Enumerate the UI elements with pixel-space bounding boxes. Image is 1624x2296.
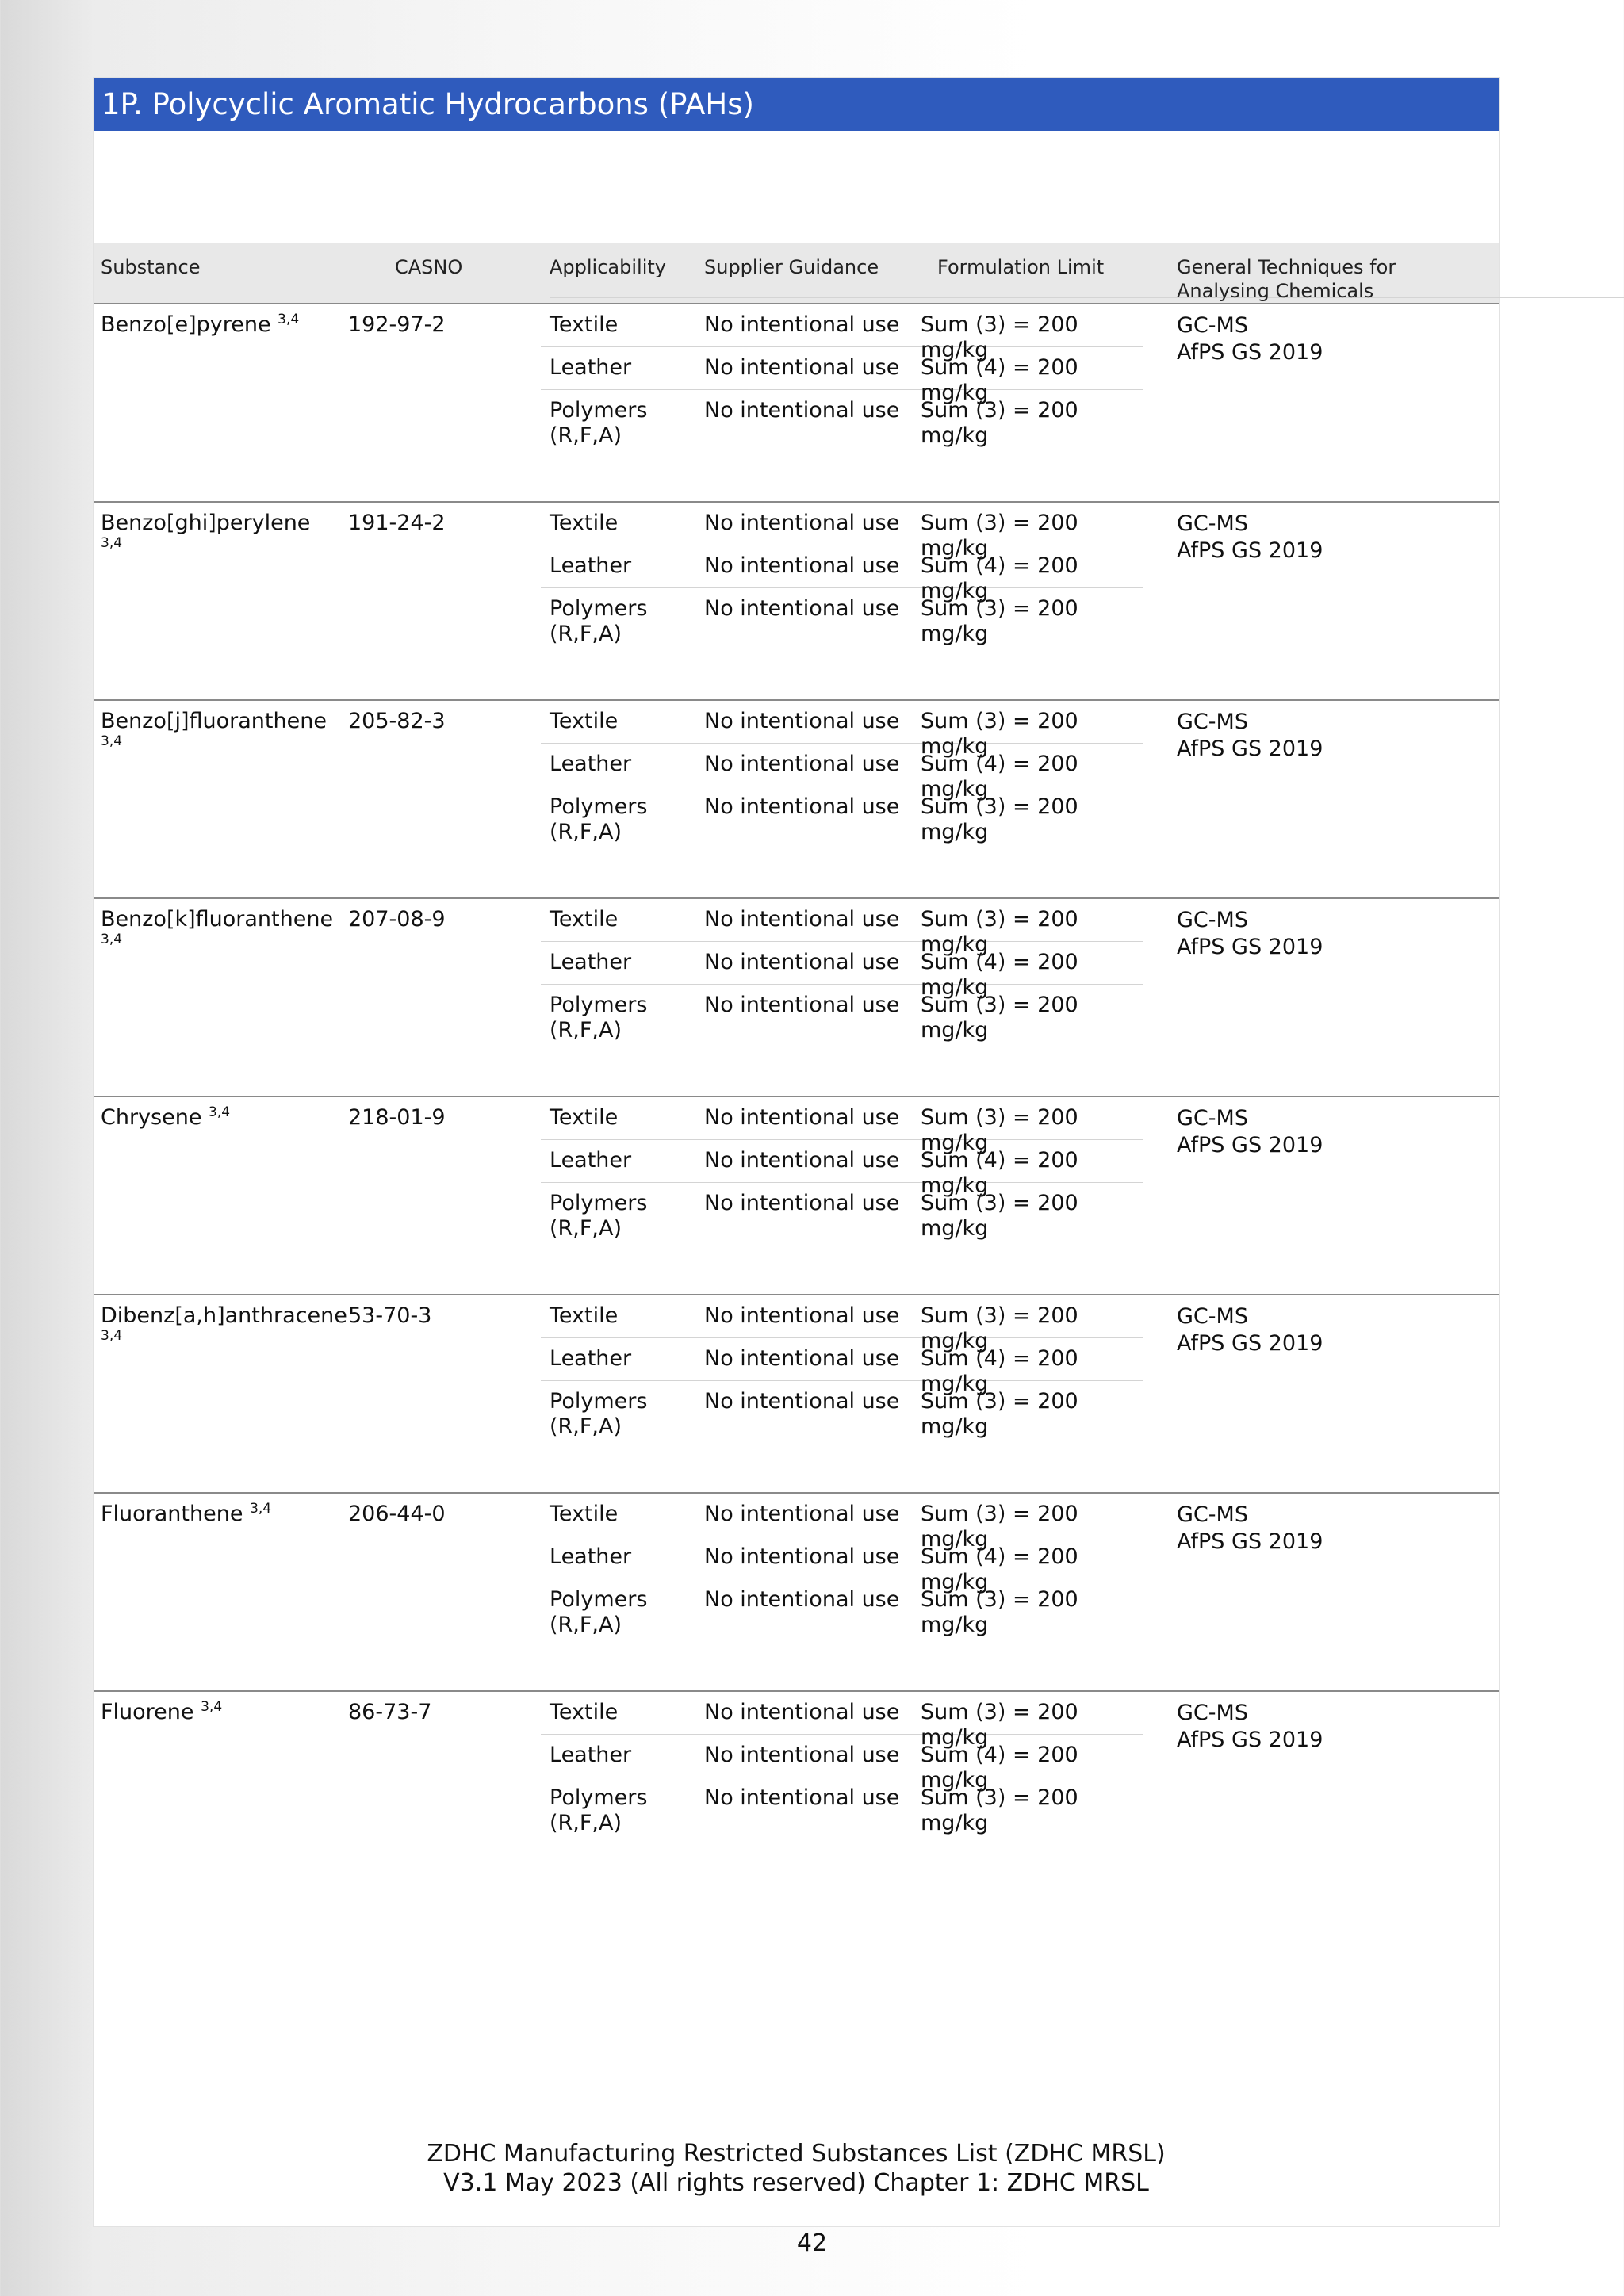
technique: GC-MS — [1177, 511, 1248, 536]
technique: GC-MS — [1177, 1502, 1248, 1527]
applicability-list — [541, 1097, 1143, 1246]
substance-name: Fluorene — [101, 1700, 194, 1724]
supplier-guidance: No intentional use — [704, 1389, 900, 1414]
applicability-name: Polymers (R,F,A) — [550, 398, 648, 448]
applicability-row — [541, 1579, 1143, 1643]
formulation-limit: Sum (4) = 200 mg/kg — [921, 1743, 1078, 1793]
applicability-row — [541, 1097, 1143, 1155]
applicability-row — [541, 545, 1143, 603]
supplier-guidance: No intentional use — [704, 752, 900, 776]
applicability-name: Textile — [550, 511, 619, 535]
footnote-ref: 3,4 — [201, 1699, 223, 1715]
formulation-limit: Sum (3) = 200 mg/kg — [921, 1587, 1078, 1637]
formulation-limit: Sum (3) = 200 mg/kg — [921, 1700, 1078, 1750]
applicability-row — [541, 503, 1143, 561]
casno-cell: 218-01-9 — [348, 1105, 446, 1130]
applicability-name: Polymers (R,F,A) — [550, 1389, 648, 1439]
technique: AfPS GS 2019 — [1177, 737, 1323, 761]
substance-name-cell — [101, 511, 331, 561]
applicability-name: Leather — [550, 950, 632, 974]
technique: AfPS GS 2019 — [1177, 935, 1323, 959]
formulation-limit: Sum (4) = 200 mg/kg — [921, 752, 1078, 802]
technique: AfPS GS 2019 — [1177, 538, 1323, 563]
footnote-ref: 3,4 — [209, 1104, 231, 1120]
applicability-row — [541, 304, 1143, 362]
substance-name: Fluoranthene — [101, 1502, 243, 1526]
supplier-guidance: No intentional use — [704, 1105, 900, 1130]
applicability-row — [541, 701, 1143, 759]
substance-name: Chrysene — [101, 1105, 202, 1130]
col-techniques: General Techniques for Analysing Chemicals — [1177, 256, 1396, 302]
substance-name: Benzo[ghi]perylene — [101, 511, 311, 535]
technique: GC-MS — [1177, 1106, 1248, 1131]
section-title: 1P. Polycyclic Aromatic Hydrocarbons (PAHs) — [94, 78, 1499, 131]
supplier-guidance: No intentional use — [704, 355, 900, 380]
applicability-row — [541, 1183, 1143, 1246]
supplier-guidance: No intentional use — [704, 1743, 900, 1767]
applicability-row — [541, 744, 1143, 802]
supplier-guidance: No intentional use — [704, 553, 900, 578]
substance-name: Benzo[k]fluoranthene — [101, 907, 334, 932]
formulation-limit: Sum (4) = 200 mg/kg — [921, 553, 1078, 603]
applicability-name: Leather — [550, 355, 632, 380]
table-row — [94, 899, 1499, 1097]
applicability-name: Textile — [550, 1502, 619, 1526]
footnote-ref: 3,4 — [278, 312, 300, 327]
applicability-name: Leather — [550, 752, 632, 776]
applicability-row — [541, 985, 1143, 1048]
footnote-ref: 3,4 — [101, 1328, 123, 1344]
applicability-list — [541, 304, 1143, 453]
footnote-ref: 3,4 — [101, 932, 123, 947]
technique: GC-MS — [1177, 1304, 1248, 1329]
techniques-cell — [1177, 1700, 1323, 1754]
techniques-cell — [1177, 1303, 1323, 1357]
applicability-row — [541, 786, 1143, 850]
formulation-limit: Sum (3) = 200 mg/kg — [921, 511, 1078, 561]
applicability-list — [541, 1295, 1143, 1445]
document-page — [93, 77, 1500, 2227]
applicability-name: Textile — [550, 907, 619, 932]
applicability-name: Textile — [550, 1105, 619, 1130]
applicability-row — [541, 1381, 1143, 1445]
table-row — [94, 503, 1499, 701]
table-row — [94, 1097, 1499, 1295]
substance-name-cell — [101, 1105, 331, 1131]
table-row — [94, 1494, 1499, 1692]
supplier-guidance: No intentional use — [704, 1191, 900, 1215]
techniques-cell — [1177, 1502, 1323, 1556]
table-row — [94, 1295, 1499, 1494]
supplier-guidance: No intentional use — [704, 1544, 900, 1569]
footnote-ref: 3,4 — [101, 733, 123, 749]
techniques-cell — [1177, 511, 1323, 564]
supplier-guidance: No intentional use — [704, 1303, 900, 1328]
technique: AfPS GS 2019 — [1177, 1133, 1323, 1158]
footnote-ref: 3,4 — [101, 535, 123, 551]
supplier-guidance: No intentional use — [704, 794, 900, 819]
applicability-row — [541, 588, 1143, 652]
applicability-row — [541, 1777, 1143, 1841]
techniques-cell — [1177, 709, 1323, 763]
technique: GC-MS — [1177, 908, 1248, 932]
formulation-limit: Sum (3) = 200 mg/kg — [921, 993, 1078, 1043]
technique: GC-MS — [1177, 313, 1248, 338]
applicability-list — [541, 1494, 1143, 1643]
applicability-name: Leather — [550, 1743, 632, 1767]
applicability-row — [541, 390, 1143, 453]
supplier-guidance: No intentional use — [704, 398, 900, 423]
applicability-list — [541, 503, 1143, 652]
supplier-guidance: No intentional use — [704, 1148, 900, 1173]
footnote-ref: 3,4 — [250, 1501, 272, 1517]
table-header — [94, 243, 1499, 304]
formulation-limit: Sum (3) = 200 mg/kg — [921, 1105, 1078, 1155]
applicability-row — [541, 1536, 1143, 1594]
applicability-row — [541, 942, 1143, 1000]
col-substance: Substance — [101, 256, 201, 278]
formulation-limit: Sum (3) = 200 mg/kg — [921, 709, 1078, 759]
applicability-name: Leather — [550, 1346, 632, 1371]
applicability-name: Textile — [550, 1700, 619, 1724]
applicability-name: Polymers (R,F,A) — [550, 1191, 648, 1241]
substance-name: Benzo[j]fluoranthene — [101, 709, 327, 733]
technique: GC-MS — [1177, 710, 1248, 734]
applicability-row — [541, 1494, 1143, 1552]
applicability-row — [541, 347, 1143, 405]
formulation-limit: Sum (3) = 200 mg/kg — [921, 312, 1078, 362]
supplier-guidance: No intentional use — [704, 1700, 900, 1724]
formulation-limit: Sum (3) = 200 mg/kg — [921, 794, 1078, 844]
technique: AfPS GS 2019 — [1177, 1331, 1323, 1356]
formulation-limit: Sum (3) = 200 mg/kg — [921, 907, 1078, 957]
techniques-cell — [1177, 907, 1323, 961]
formulation-limit: Sum (3) = 200 mg/kg — [921, 1303, 1078, 1353]
table-row — [94, 1692, 1499, 1890]
supplier-guidance: No intentional use — [704, 950, 900, 974]
applicability-list — [541, 1692, 1143, 1841]
formulation-limit: Sum (4) = 200 mg/kg — [921, 1544, 1078, 1594]
casno-cell: 205-82-3 — [348, 709, 446, 733]
applicability-row — [541, 1692, 1143, 1750]
applicability-name: Polymers (R,F,A) — [550, 993, 648, 1043]
supplier-guidance: No intentional use — [704, 1346, 900, 1371]
techniques-cell — [1177, 312, 1323, 366]
supplier-guidance: No intentional use — [704, 709, 900, 733]
col-formulation-limit: Formulation Limit — [937, 256, 1105, 278]
supplier-guidance: No intentional use — [704, 1785, 900, 1810]
applicability-name: Polymers (R,F,A) — [550, 1587, 648, 1637]
technique: AfPS GS 2019 — [1177, 340, 1323, 365]
formulation-limit: Sum (4) = 200 mg/kg — [921, 950, 1078, 1000]
formulation-limit: Sum (4) = 200 mg/kg — [921, 1148, 1078, 1198]
page-footer — [94, 2139, 1499, 2198]
casno-cell: 53-70-3 — [348, 1303, 432, 1328]
technique: GC-MS — [1177, 1701, 1248, 1725]
substance-name-cell — [101, 907, 334, 958]
substance-name-cell — [101, 1700, 331, 1725]
substance-name: Dibenz[a,h]anthracene — [101, 1303, 347, 1328]
table-row — [94, 701, 1499, 899]
page-number: 42 — [796, 2229, 828, 2257]
substance-name-cell — [101, 1303, 347, 1354]
footer-line-1: ZDHC Manufacturing Restricted Substances List (ZDHC MRSL) — [427, 2140, 1166, 2168]
footer-line-2: V3.1 May 2023 (All rights reserved) Chapter 1: ZDHC MRSL — [443, 2169, 1149, 2197]
substance-table — [94, 304, 1499, 1890]
substance-name-cell — [101, 1502, 331, 1527]
technique: AfPS GS 2019 — [1177, 1728, 1323, 1752]
substance-name: Benzo[e]pyrene — [101, 312, 271, 337]
formulation-limit: Sum (3) = 200 mg/kg — [921, 596, 1078, 646]
supplier-guidance: No intentional use — [704, 907, 900, 932]
casno-cell: 191-24-2 — [348, 511, 446, 535]
applicability-row — [541, 899, 1143, 957]
table-row — [94, 304, 1499, 503]
formulation-limit: Sum (3) = 200 mg/kg — [921, 1191, 1078, 1241]
applicability-name: Textile — [550, 312, 619, 337]
casno-cell: 86-73-7 — [348, 1700, 432, 1724]
col-supplier-guidance: Supplier Guidance — [704, 256, 879, 278]
substance-name-cell — [101, 312, 331, 338]
supplier-guidance: No intentional use — [704, 1587, 900, 1612]
applicability-row — [541, 1295, 1143, 1353]
applicability-row — [541, 1140, 1143, 1198]
applicability-name: Polymers (R,F,A) — [550, 596, 648, 646]
casno-cell: 207-08-9 — [348, 907, 446, 932]
formulation-limit: Sum (3) = 200 mg/kg — [921, 1785, 1078, 1835]
applicability-name: Textile — [550, 709, 619, 733]
substance-name-cell — [101, 709, 331, 760]
formulation-limit: Sum (3) = 200 mg/kg — [921, 1502, 1078, 1552]
applicability-list — [541, 899, 1143, 1048]
casno-cell: 206-44-0 — [348, 1502, 446, 1526]
supplier-guidance: No intentional use — [704, 596, 900, 621]
formulation-limit: Sum (4) = 200 mg/kg — [921, 355, 1078, 405]
col-applicability: Applicability — [550, 255, 1624, 298]
col-casno: CASNO — [395, 256, 463, 278]
applicability-name: Textile — [550, 1303, 619, 1328]
applicability-name: Polymers (R,F,A) — [550, 1785, 648, 1835]
technique: AfPS GS 2019 — [1177, 1529, 1323, 1554]
supplier-guidance: No intentional use — [704, 312, 900, 337]
formulation-limit: Sum (3) = 200 mg/kg — [921, 1389, 1078, 1439]
supplier-guidance: No intentional use — [704, 1502, 900, 1526]
applicability-name: Polymers (R,F,A) — [550, 794, 648, 844]
formulation-limit: Sum (4) = 200 mg/kg — [921, 1346, 1078, 1396]
applicability-list — [541, 701, 1143, 850]
supplier-guidance: No intentional use — [704, 511, 900, 535]
applicability-name: Leather — [550, 553, 632, 578]
applicability-name: Leather — [550, 1544, 632, 1569]
applicability-row — [541, 1338, 1143, 1396]
casno-cell: 192-97-2 — [348, 312, 446, 337]
supplier-guidance: No intentional use — [704, 993, 900, 1017]
applicability-name: Leather — [550, 1148, 632, 1173]
techniques-cell — [1177, 1105, 1323, 1159]
applicability-row — [541, 1735, 1143, 1793]
formulation-limit: Sum (3) = 200 mg/kg — [921, 398, 1078, 448]
